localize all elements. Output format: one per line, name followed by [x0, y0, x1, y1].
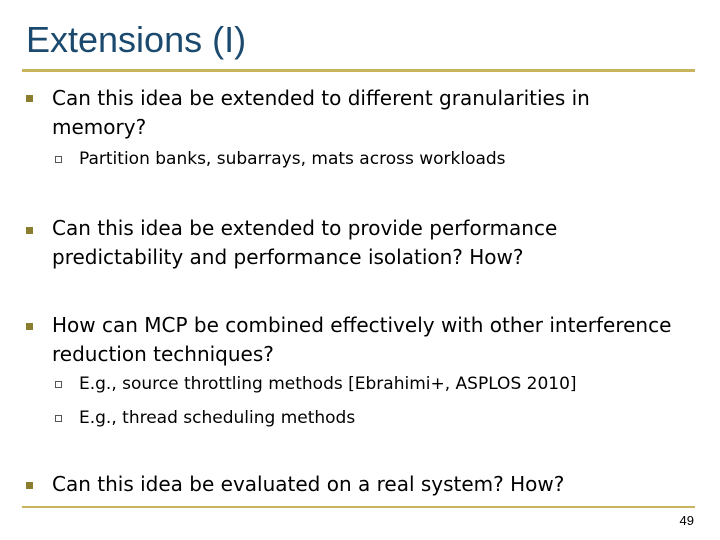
page-number: 49	[679, 513, 694, 528]
bullet-square-icon	[26, 227, 33, 234]
bullet-square-icon	[26, 323, 33, 330]
bullet-square-icon	[26, 95, 33, 102]
slide-title: Extensions (I)	[26, 19, 247, 60]
sub-bullet-checkbox-icon	[55, 415, 62, 422]
sub-bullet-text: E.g., source throttling methods [Ebrahimi+, ASPLOS 2010]	[79, 374, 577, 394]
bullet-text: Can this idea be extended to different granularities in memory?	[52, 86, 590, 139]
sub-bullet-text: Partition banks, subarrays, mats across workloads	[79, 149, 506, 169]
bullet-text: Can this idea be extended to provide performance predictability and performance isolation? How?	[52, 216, 558, 269]
title-divider	[22, 69, 695, 72]
sub-bullet-checkbox-icon	[55, 156, 62, 163]
bullet-square-icon	[26, 482, 33, 489]
bullet-text: How can MCP be combined effectively with other interference reduction techniques?	[52, 313, 672, 366]
sub-bullet-text: E.g., thread scheduling methods	[79, 408, 356, 428]
sub-bullet-checkbox-icon	[55, 381, 62, 388]
footer-divider	[22, 506, 695, 508]
bullet-text: Can this idea be evaluated on a real system? How?	[52, 472, 565, 496]
